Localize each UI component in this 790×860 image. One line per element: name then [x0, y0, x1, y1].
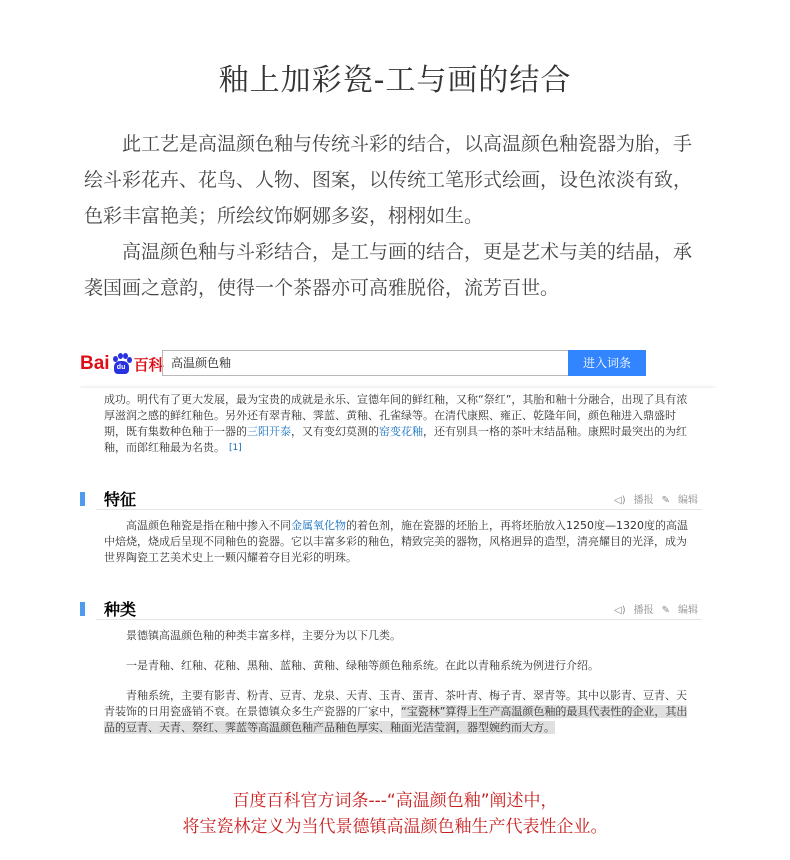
link-sanyang-kaitai[interactable]: 三阳开泰 — [247, 425, 291, 438]
highlighted-text: “宝瓷林”算得上生产高温颜色釉的最具代表性的企业，其出品的豆青、天青、祭红、霁蓝等高温颜色釉产品釉色厚实、釉面光洁莹润，器型婉约而大方。 — [104, 705, 688, 734]
pencil-icon[interactable]: ✎ — [661, 495, 670, 506]
edit-button[interactable]: 编辑 — [677, 605, 698, 616]
section-heading-types: 种类 — [104, 600, 137, 619]
types-paragraph-1: 景德镇高温颜色釉的种类丰富多样，主要分为以下几类。 — [126, 629, 401, 642]
baidu-baike-logo[interactable] — [80, 350, 164, 378]
pencil-icon[interactable]: ✎ — [661, 605, 670, 616]
history-text-a: 成功。明代有了更大发展，最为宝贵的成就是永乐、宣德年间的鲜红釉，又称“祭红”，其胎和釉十分融合，出现了具有浓厚滋润之感的鲜红釉色。另外还有翠青釉、霁蓝、黄釉、孔雀绿等。在清代康熙、雍正、乾隆年间，颜色釉进入鼎盛时期，既有集数种色釉于一器的 — [104, 393, 688, 438]
section-bar-features — [80, 492, 85, 506]
intro-text — [84, 126, 709, 306]
history-paragraph — [104, 392, 694, 456]
speaker-icon[interactable]: ◁) — [614, 495, 626, 506]
edit-button[interactable]: 编辑 — [677, 495, 698, 506]
features-paragraph — [104, 518, 694, 566]
features-text-b: 的着色剂，施在瓷器的坯胎上，再将坯胎放入1250度—1320度的高温中焙烧，烧成后呈现不同釉色的瓷器。它以丰富多彩的釉色，精致完美的器物，风格迥异的造型，清亮耀目的光泽，成为世界陶瓷工艺美术史上一颗闪耀着夺目光彩的明珠。 — [104, 519, 688, 564]
types-paragraph-3 — [104, 688, 694, 736]
entry-content — [80, 388, 716, 756]
caption-line-2: 将宝瓷林定义为当代景德镇高温颜色釉生产代表性企业。 — [182, 817, 608, 837]
baike-screenshot — [80, 342, 716, 756]
link-yaobian-huayou[interactable]: 窑变花釉 — [379, 425, 423, 438]
link-metal-oxide[interactable]: 金属氧化物 — [291, 519, 346, 532]
page-title: 釉上加彩瓷-工与画的结合 — [218, 63, 572, 98]
history-text-b: ，又有变幻莫测的 — [291, 425, 379, 438]
play-button[interactable]: 播报 — [633, 495, 654, 506]
section-divider — [96, 619, 702, 620]
paw-icon — [111, 353, 131, 375]
features-text-a: 高温颜色釉瓷是指在釉中掺入不同 — [126, 519, 291, 532]
section-divider — [96, 509, 702, 510]
logo-bai: Bai — [80, 353, 110, 374]
section-tools-types — [614, 601, 706, 616]
section-bar-types — [80, 602, 85, 616]
section-tools-features — [614, 491, 706, 506]
intro-paragraph-1: 此工艺是高温颜色釉与传统斗彩的结合，以高温颜色釉瓷器为胎，手绘斗彩花卉、花鸟、人物、图案，以传统工笔形式绘画，设色浓淡有致，色彩丰富艳美；所绘纹饰婀娜多姿，栩栩如生。 — [84, 133, 693, 227]
section-heading-features: 特征 — [104, 490, 137, 509]
intro-paragraph-2: 高温颜色釉与斗彩结合，是工与画的结合，更是艺术与美的结晶，承袭国画之意韵，使得一个茶器亦可高雅脱俗，流芳百世。 — [84, 241, 693, 299]
logo-baike: 百科 — [133, 356, 164, 374]
play-button[interactable]: 播报 — [633, 605, 654, 616]
types-paragraph-2: 一是青釉、红釉、花釉、黑釉、蓝釉、黄釉、绿釉等颜色釉系统。在此以青釉系统为例进行介绍。 — [126, 659, 599, 672]
paw-text: du — [116, 364, 126, 371]
baike-topbar — [80, 342, 716, 388]
reference-link[interactable]: [1] — [229, 443, 242, 453]
types-text-a: 青釉系统，主要有影青、粉青、豆青、龙泉、天青、玉青、蛋青、茶叶青、梅子青、翠青等。其中以影青、豆青、天青装饰的日用瓷盛销不衰。在景德镇众多生产瓷器的厂家中， — [104, 689, 687, 718]
speaker-icon[interactable]: ◁) — [614, 605, 626, 616]
caption — [0, 788, 790, 840]
caption-line-1: 百度百科官方词条---“高温颜色釉”阐述中， — [232, 791, 558, 811]
search-input[interactable]: 高温颜色釉 — [162, 350, 568, 376]
history-text-c: ，还有别具一格的茶叶末结晶釉。康熙时最突出的为红釉，而郎红釉最为名贵。 — [104, 425, 687, 454]
enter-entry-button[interactable]: 进入词条 — [568, 350, 646, 376]
